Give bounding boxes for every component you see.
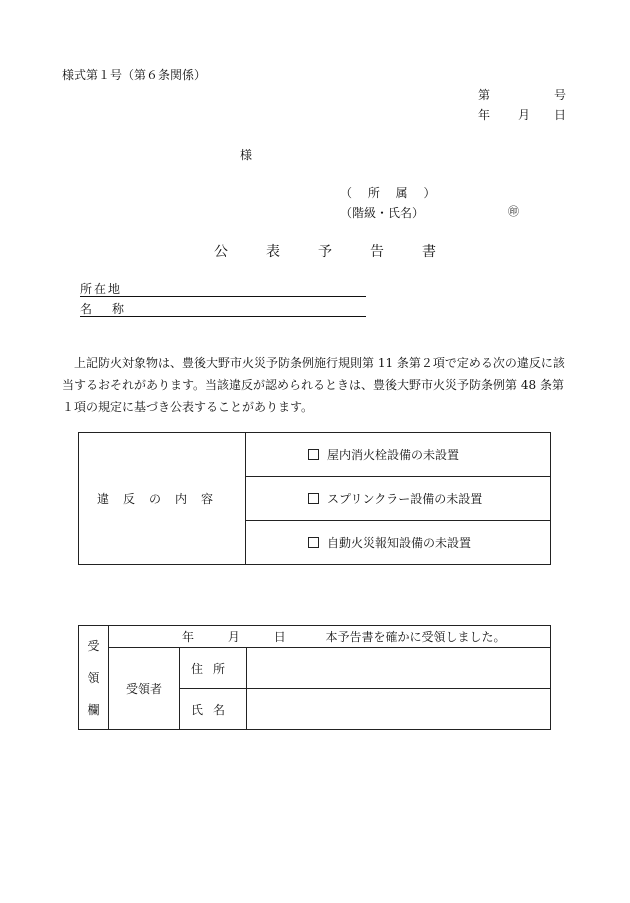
receipt-statement: 本予告書を確かに受領しました。 xyxy=(325,630,506,644)
checkbox-icon[interactable] xyxy=(308,493,319,504)
receiver-name-input[interactable] xyxy=(247,689,551,730)
receiver-label: 受領者 xyxy=(109,648,180,730)
receipt-date-row[interactable]: 年 月 日 本予告書を確かに受領しました。 xyxy=(109,626,551,648)
receipt-column-label: 受 領 欄 xyxy=(79,626,109,730)
year-label: 年 xyxy=(478,108,491,122)
violation-table xyxy=(78,432,551,565)
document-title: 公表予告書 xyxy=(214,244,474,260)
checkbox-icon[interactable] xyxy=(308,449,319,460)
affiliation-label: （ 所 属 ） xyxy=(340,186,442,200)
name-label: 名称 xyxy=(80,302,145,316)
violation-item[interactable]: 屋内消火栓設備の未設置 xyxy=(246,433,551,477)
receiver-address-input[interactable] xyxy=(247,648,551,689)
violation-item[interactable]: スプリンクラー設備の未設置 xyxy=(246,477,551,521)
address-label: 所在地 xyxy=(80,282,123,296)
violation-item[interactable]: 自動火災報知設備の未設置 xyxy=(246,521,551,565)
seal-mark: ㊞ xyxy=(508,205,519,218)
addressee-honorific: 様 xyxy=(240,148,253,162)
issue-date-line xyxy=(478,106,566,123)
receiver-name-label: 氏名 xyxy=(180,689,247,730)
checkbox-icon[interactable] xyxy=(308,537,319,548)
dai-label: 第 xyxy=(478,88,491,102)
gou-label: 号 xyxy=(553,88,566,102)
name-field[interactable] xyxy=(80,300,366,317)
violation-label: 違反の内容 xyxy=(79,433,246,565)
rank-name-label: （階級・氏名） xyxy=(340,206,425,220)
month-label: 月 xyxy=(518,108,531,122)
document-number-line xyxy=(478,86,566,103)
form-number: 様式第１号（第６条関係） xyxy=(62,68,207,82)
day-label: 日 xyxy=(553,108,566,122)
receiver-address-label: 住所 xyxy=(180,648,247,689)
notice-body: 上記防火対象物は、豊後大野市火災予防条例施行規則第 11 条第２項で定める次の違反に該当するおそれがあります。当該違反が認められるときは、豊後大野市火災予防条例第 48 条第１項の規定に基づき公表することがあります。 xyxy=(62,356,565,414)
address-field[interactable] xyxy=(80,280,366,297)
receipt-table xyxy=(78,625,551,730)
